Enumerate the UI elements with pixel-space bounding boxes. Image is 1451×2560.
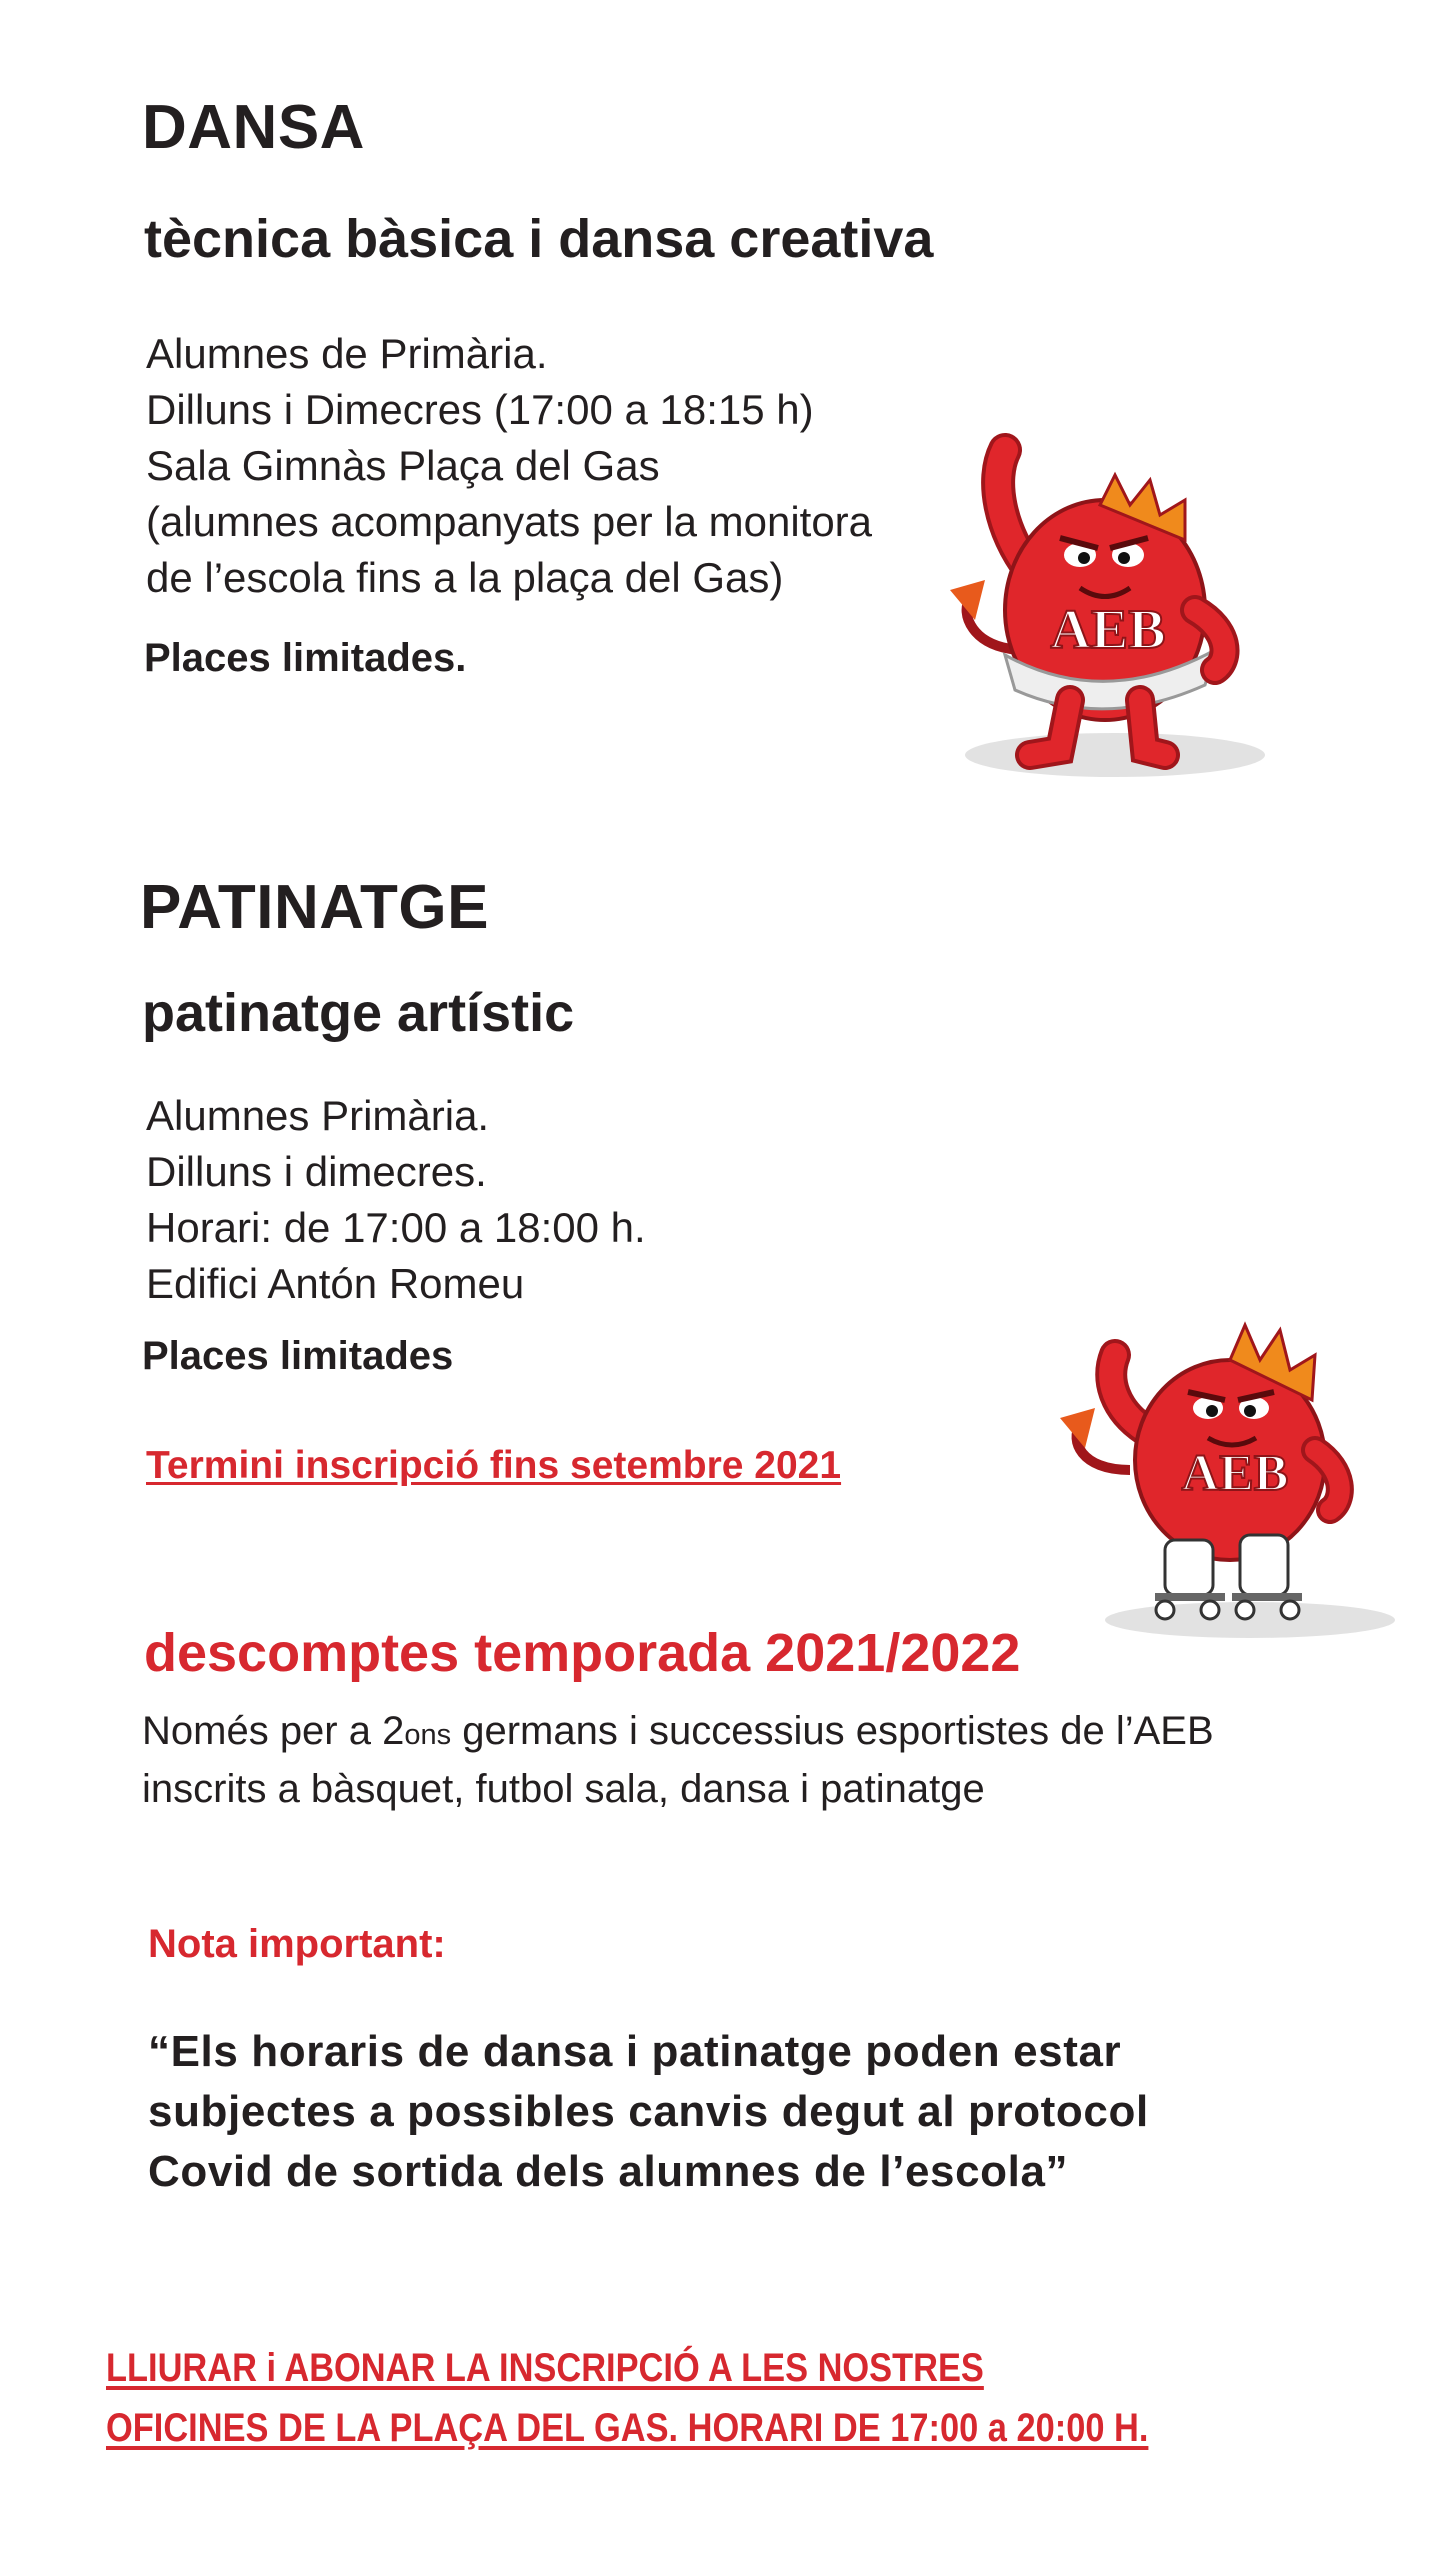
discounts-line-2: inscrits a bàsquet, futbol sala, dansa i patinatge — [142, 1767, 985, 1811]
dansa-detail-line: Sala Gimnàs Plaça del Gas — [146, 442, 660, 489]
discounts-line-1-prefix: Només per a 2 — [142, 1709, 405, 1753]
footer-line: OFICINES DE LA PLAÇA DEL GAS. HORARI DE 17:00 a 20:00 H. — [106, 2406, 1149, 2450]
patinatge-mascot-icon — [1060, 1300, 1380, 1650]
dansa-mascot-label: AEB — [1050, 599, 1166, 661]
patinatge-detail-line: Dilluns i dimecres. — [146, 1148, 487, 1195]
dansa-detail-line: Alumnes de Primària. — [146, 330, 548, 377]
dansa-detail-line: Dilluns i Dimecres (17:00 a 18:15 h) — [146, 386, 814, 433]
quote-line: “Els horaris de dansa i patinatge poden estar — [148, 2027, 1122, 2076]
patinatge-subtitle: patinatge artístic — [142, 983, 575, 1043]
dansa-mascot-icon — [930, 420, 1280, 800]
patinatge-detail-line: Alumnes Primària. — [146, 1092, 490, 1139]
ordinal-suffix: ons — [404, 1719, 452, 1751]
registration-deadline-link[interactable]: Termini inscripció fins setembre 2021 — [146, 1444, 842, 1487]
dansa-subtitle: tècnica bàsica i dansa creativa — [144, 209, 934, 269]
dansa-detail-line: (alumnes acompanyats per la monitora — [146, 498, 873, 545]
important-note-label: Nota important: — [148, 1922, 446, 1966]
dansa-places-note: Places limitades. — [144, 636, 467, 680]
dansa-title: DANSA — [142, 93, 365, 162]
discounts-body — [142, 1704, 1214, 1816]
patinatge-detail-line: Horari: de 17:00 a 18:00 h. — [146, 1204, 646, 1251]
dansa-details — [146, 326, 872, 606]
patinatge-places-note: Places limitades — [142, 1334, 454, 1378]
quote-line: subjectes a possibles canvis degut al protocol — [148, 2087, 1149, 2136]
patinatge-details — [146, 1088, 646, 1312]
discounts-title: descomptes temporada 2021/2022 — [144, 1623, 1021, 1683]
dansa-detail-line: de l’escola fins a la plaça del Gas) — [146, 554, 784, 601]
important-note-quote — [148, 2022, 1149, 2202]
discounts-line-1-suffix: germans i successius esportistes de l’AEB — [451, 1709, 1214, 1753]
footer-line: LLIURAR i ABONAR LA INSCRIPCIÓ A LES NOSTRES — [106, 2346, 984, 2390]
footer-instructions — [106, 2338, 1148, 2458]
patinatge-mascot-label: AEB — [1181, 1445, 1289, 1502]
quote-line: Covid de sortida dels alumnes de l’escola” — [148, 2147, 1069, 2196]
discounts-line-1 — [142, 1704, 1214, 1762]
patinatge-title: PATINATGE — [140, 873, 489, 942]
patinatge-detail-line: Edifici Antón Romeu — [146, 1260, 525, 1307]
